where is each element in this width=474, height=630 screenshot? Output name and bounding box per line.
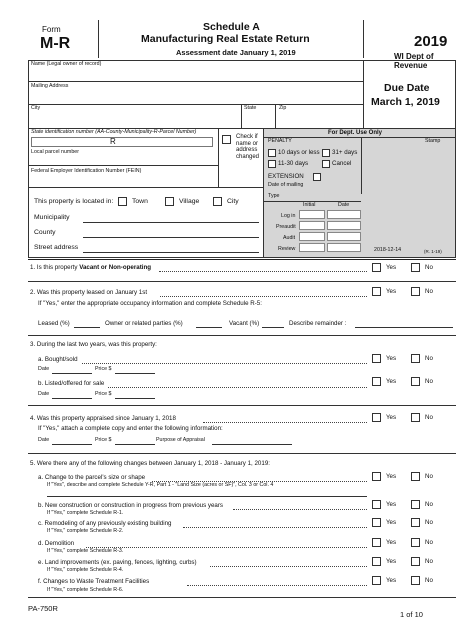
q5c-text: c. Remodeling of any previously existing building: [38, 520, 172, 527]
penalty-10-checkbox[interactable]: [268, 149, 276, 157]
q5e-instructions: If "Yes," complete Schedule R-4.: [47, 567, 124, 573]
q5f-text: f. Changes to Waste Treatment Facilities: [38, 578, 150, 585]
q3b-price-label: Price $: [95, 391, 112, 397]
q5a-no-label: No: [425, 473, 433, 480]
audit-date[interactable]: [327, 232, 361, 241]
type-label: Type: [268, 193, 280, 199]
q5e-yes-label: Yes: [386, 558, 397, 565]
q5b-yes-checkbox[interactable]: [372, 500, 381, 509]
stamp-label: Stamp: [425, 138, 441, 144]
mailing-label: Mailing Address: [31, 83, 69, 89]
page-number: 1 of 10: [400, 610, 423, 619]
q5e-no-checkbox[interactable]: [411, 557, 420, 566]
describe-input[interactable]: [355, 327, 453, 328]
penalty-31-checkbox[interactable]: [322, 149, 330, 157]
q3a-date-label: Date: [38, 366, 50, 372]
q3a-no-checkbox[interactable]: [411, 354, 420, 363]
q1-no-checkbox[interactable]: [411, 263, 420, 272]
form-code: 2018-12-14: [374, 247, 402, 253]
street-input[interactable]: [83, 252, 259, 253]
date-col: Date: [338, 202, 350, 208]
leased-input[interactable]: [74, 327, 100, 328]
q5d-text: d. Demolition: [38, 540, 75, 547]
q5c-no-label: No: [425, 519, 433, 526]
q5e-text: e. Land improvements (ex. paving, fences, lighting, curbs): [38, 559, 197, 566]
q5c-yes-label: Yes: [386, 519, 397, 526]
login-label: Log in: [281, 213, 296, 219]
extension-checkbox[interactable]: [313, 173, 321, 181]
q2-no-label: No: [425, 288, 433, 295]
city-input[interactable]: [29, 113, 239, 126]
q2-yes-label: Yes: [386, 288, 397, 295]
q3b-price-input[interactable]: [115, 398, 155, 399]
state-input[interactable]: [243, 113, 273, 126]
city-label: City: [31, 105, 41, 111]
q1-text: 1. Is this property Vacant or Non-operating: [30, 264, 152, 271]
login-initial[interactable]: [299, 210, 325, 219]
q5f-yes-checkbox[interactable]: [372, 576, 381, 585]
q4-yes-label: Yes: [386, 414, 397, 421]
owner-label: Owner or related parties (%): [105, 320, 183, 327]
q3b-yes-label: Yes: [386, 378, 397, 385]
q5a-describe-line[interactable]: [47, 496, 367, 497]
preaudit-date[interactable]: [327, 221, 361, 230]
q1-yes-checkbox[interactable]: [372, 263, 381, 272]
extension-label: EXTENSION: [268, 173, 304, 180]
audit-label: Audit: [283, 235, 296, 241]
zip-label: Zip: [279, 105, 287, 111]
village-checkbox[interactable]: [165, 197, 174, 206]
audit-initial[interactable]: [299, 232, 325, 241]
fein-label: Federal Employer Identification Number (FEIN): [31, 168, 142, 174]
date-mailing-label: Date of mailing: [268, 182, 304, 188]
q4-date-label: Date: [38, 437, 50, 443]
q5e-yes-checkbox[interactable]: [372, 557, 381, 566]
preaudit-label: Preaudit: [276, 224, 296, 230]
q3a-price-label: Price $: [95, 366, 112, 372]
preaudit-initial[interactable]: [299, 221, 325, 230]
q5d-yes-checkbox[interactable]: [372, 538, 381, 547]
q3a-date-input[interactable]: [52, 373, 92, 374]
q5d-no-checkbox[interactable]: [411, 538, 420, 547]
cancel-checkbox[interactable]: [322, 160, 330, 168]
q5b-yes-label: Yes: [386, 501, 397, 508]
dept-name: WI Dept of Revenue: [394, 52, 434, 70]
penalty-label: PENALTY: [268, 138, 292, 144]
q5b-text: b. New construction or construction in progress from previous years: [38, 502, 224, 509]
name-changed-label: Check if name or address changed: [236, 134, 260, 160]
q4-price-input[interactable]: [115, 444, 155, 445]
q4-price-label: Price $: [95, 437, 112, 443]
q5b-no-label: No: [425, 501, 433, 508]
town-checkbox[interactable]: [118, 197, 127, 206]
q5a-yes-checkbox[interactable]: [372, 472, 381, 481]
q5a-yes-label: Yes: [386, 473, 397, 480]
q5f-instructions: If "Yes," complete Schedule R-6.: [47, 587, 124, 593]
due-date-label: Due Date: [384, 82, 430, 94]
zip-input[interactable]: [277, 113, 361, 126]
due-date-value: March 1, 2019: [371, 96, 440, 108]
q3b-yes-checkbox[interactable]: [372, 377, 381, 386]
name-input[interactable]: [29, 69, 362, 81]
purpose-label: Purpose of Appraisal: [156, 437, 205, 443]
q3a-price-input[interactable]: [115, 373, 155, 374]
vacant-input[interactable]: [262, 327, 284, 328]
county-input[interactable]: [83, 237, 259, 238]
vacant-label: Vacant (%): [229, 320, 260, 327]
penalty-10-label: 10 days or less: [278, 149, 320, 156]
q1-bold: Vacant or Non-operating: [79, 264, 152, 271]
municipality-input[interactable]: [83, 222, 259, 223]
q3b-date-input[interactable]: [52, 398, 92, 399]
revision-code: (R. 1-19): [424, 249, 442, 254]
q1-no-label: No: [425, 264, 433, 271]
purpose-input[interactable]: [212, 444, 292, 445]
q4-date-input[interactable]: [52, 444, 92, 445]
form-id: M-R: [40, 35, 71, 52]
town-label: Town: [132, 198, 148, 205]
q5a-text: a. Change to the parcel's size or shape: [38, 474, 146, 481]
q5d-yes-label: Yes: [386, 539, 397, 546]
q2-text: 2. Was this property leased on January 1st: [30, 289, 148, 296]
r-letter: R: [110, 137, 116, 146]
q5f-no-checkbox[interactable]: [411, 576, 420, 585]
q3-text: 3. During the last two years, was this property:: [30, 341, 157, 348]
city-checkbox-label: City: [227, 198, 239, 205]
q3a-yes-label: Yes: [386, 355, 397, 362]
penalty-11-checkbox[interactable]: [268, 160, 276, 168]
county-label: County: [34, 229, 56, 236]
fein-input[interactable]: [31, 176, 213, 185]
q3b-no-label: No: [425, 378, 433, 385]
assessment-date: Assessment date January 1, 2019: [176, 48, 296, 57]
initial-col: Initial: [303, 202, 316, 208]
q2-no-checkbox[interactable]: [411, 287, 420, 296]
local-parcel-label: Local parcel number: [31, 149, 79, 155]
review-label: Review: [278, 246, 296, 252]
q4-no-checkbox[interactable]: [411, 413, 420, 422]
review-date[interactable]: [327, 243, 361, 252]
form-number: PA-750R: [28, 604, 58, 613]
located-in-label: This property is located in:: [34, 198, 114, 205]
owner-input[interactable]: [196, 327, 222, 328]
city-checkbox[interactable]: [213, 197, 222, 206]
q5c-yes-checkbox[interactable]: [372, 518, 381, 527]
street-label: Street address: [34, 244, 79, 251]
q5c-instructions: If "Yes," complete Schedule R-2.: [47, 528, 124, 534]
schedule-title: Schedule A: [203, 21, 260, 33]
q4-yes-checkbox[interactable]: [372, 413, 381, 422]
q4-no-label: No: [425, 414, 433, 421]
q3b-date-label: Date: [38, 391, 50, 397]
q3a-yes-checkbox[interactable]: [372, 354, 381, 363]
q5f-yes-label: Yes: [386, 577, 397, 584]
q4-text: 4. Was this property appraised since January 1, 2018: [30, 415, 176, 422]
q3b-no-checkbox[interactable]: [411, 377, 420, 386]
state-id-label: State identification number (AA-County-Municipality-R-Parcel Number): [31, 129, 197, 135]
dept-use-title: For Dept. Use Only: [328, 130, 383, 136]
municipality-label: Municipality: [34, 214, 70, 221]
form-title: Manufacturing Real Estate Return: [141, 33, 310, 45]
review-initial[interactable]: [299, 243, 325, 252]
form-word: Form: [42, 25, 61, 34]
q5a-no-checkbox[interactable]: [411, 472, 420, 481]
q5d-no-label: No: [425, 539, 433, 546]
name-label: Name (Legal owner of record): [31, 61, 102, 67]
name-changed-checkbox[interactable]: [222, 135, 231, 144]
q5-text: 5. Were there any of the following changes between January 1, 2018 - January 1, 2019:: [30, 460, 270, 467]
local-parcel-input[interactable]: [31, 156, 213, 164]
form-year: 2019: [414, 33, 448, 50]
mailing-input[interactable]: [29, 91, 362, 103]
q1-yes-label: Yes: [386, 264, 397, 271]
q5c-no-checkbox[interactable]: [411, 518, 420, 527]
q4-instructions: If "Yes," attach a complete copy and enter the following information:: [38, 425, 223, 432]
q5a-instructions: If "Yes", describe and complete Schedule Y-R, Part 1 - "Land Size (acres or SF)", Col. 3 or Col. 4: [47, 482, 274, 488]
penalty-31-label: 31+ days: [332, 149, 358, 156]
q5b-instructions: If "Yes," complete Schedule R-1.: [47, 510, 124, 516]
q2-yes-checkbox[interactable]: [372, 287, 381, 296]
q5e-no-label: No: [425, 558, 433, 565]
q5b-no-checkbox[interactable]: [411, 500, 420, 509]
q3a-no-label: No: [425, 355, 433, 362]
q5f-no-label: No: [425, 577, 433, 584]
q5d-instructions: If "Yes," complete Schedule R-3.: [47, 548, 124, 554]
penalty-11-label: 11-30 days: [278, 160, 309, 167]
village-label: Village: [179, 198, 200, 205]
describe-label: Describe remainder :: [289, 320, 347, 327]
login-date[interactable]: [327, 210, 361, 219]
q2-instructions: If "Yes," enter the appropriate occupancy information and complete Schedule R-5:: [38, 300, 262, 307]
leased-label: Leased (%): [38, 320, 70, 327]
q3a-text: a. Bought/sold: [38, 356, 78, 363]
state-label: State: [244, 105, 257, 111]
cancel-label: Cancel: [332, 160, 352, 167]
q3b-text: b. Listed/offered for sale: [38, 380, 105, 387]
state-id-input[interactable]: [31, 137, 213, 147]
